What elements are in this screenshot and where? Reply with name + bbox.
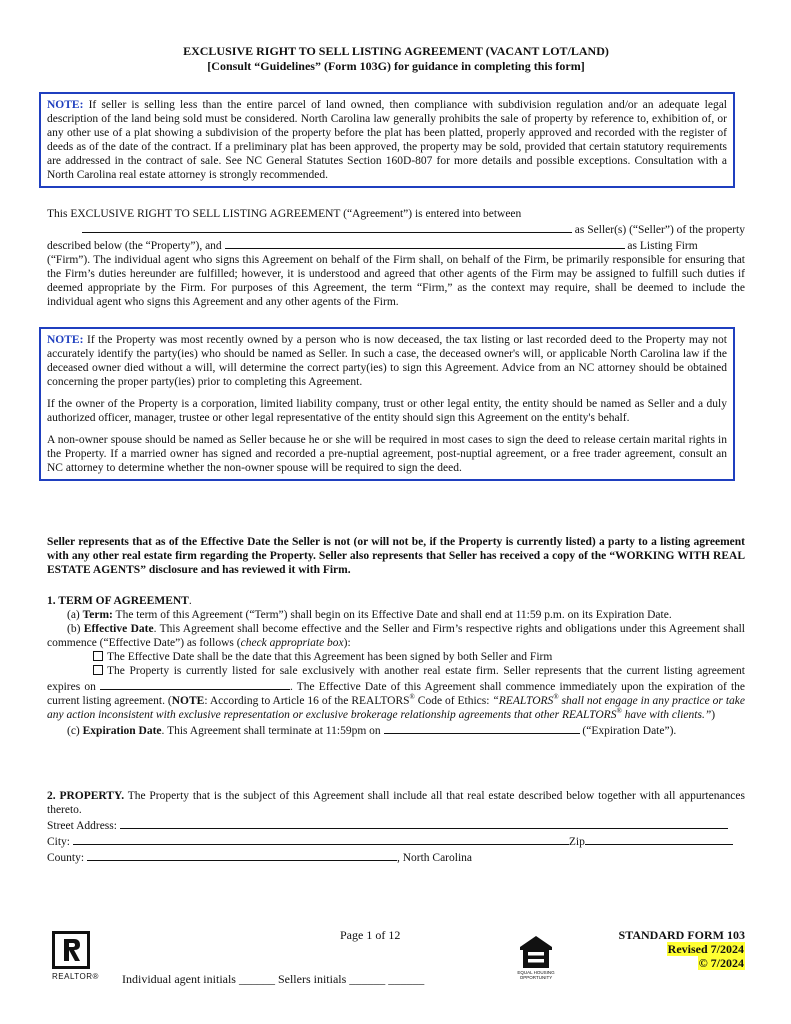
initials-line: Individual agent initials ______ Sellers initials ______ ______	[122, 972, 425, 986]
note2-p1: If the Property was most recently owned by a person who is now deceased, the tax listing or last recorded deed to the Property may not accurately identify the party(ies) who should be named as Seller. In such a case, the deceased owner's will, or applicable North Carolina law if the deceased owner died without a will, will determine the correct party(ies) to sign this Agreement. Advice from an NC attorney should be obtained concerning the proper party(ies) prior to completing this Agreement.	[47, 334, 727, 388]
note-label: NOTE:	[47, 99, 84, 111]
described-text: described below (the “Property”), and	[47, 240, 225, 252]
form-number: STANDARD FORM 103	[618, 928, 745, 942]
term-c: (c) Expiration Date. This Agreement shall terminate at 11:59pm on (“Expiration Date”).	[47, 722, 745, 738]
intro-line1: This EXCLUSIVE RIGHT TO SELL LISTING AGREEMENT (“Agreement”) is entered into between	[47, 208, 522, 220]
document-subtitle: [Consult “Guidelines” (Form 103G) for guidance in completing this form]	[207, 59, 585, 73]
form-copyright: © 7/2024	[698, 956, 744, 970]
term-heading: 1. TERM OF AGREEMENT	[47, 595, 189, 607]
seller-label: as Seller(s) (“Seller”) of the property	[571, 224, 745, 236]
realtor-logo-icon	[52, 931, 90, 969]
note-deceased-owner	[39, 327, 735, 481]
city-field[interactable]	[73, 833, 569, 845]
expiration-date-field[interactable]	[384, 722, 580, 734]
note-subdivision	[39, 92, 735, 188]
note2-p3: A non-owner spouse should be named as Seller because he or she will be required in most cases to sign the deed to release certain marital rights in the Property. If a married owner has signed and recorded a pre-nuptial agreement, post-nuptial agreement, or a free trader agreement, consult an NC attorney to determine whether the non-owner spouse will be required to sign the deed.	[47, 434, 727, 474]
checkbox-signed-date[interactable]	[93, 651, 103, 661]
equal-housing-text: EQUAL HOUSING OPPORTUNITY	[517, 970, 555, 980]
street-address-field[interactable]	[120, 817, 728, 829]
equal-housing-icon	[517, 933, 555, 971]
intro-section	[47, 207, 745, 309]
section-term: 1. TERM OF AGREEMENT. (a) Term: The term of this Agreement (“Term”) shall begin on its Effective Date and shall end at 11:59 p.m. on its Expiration Date. (b) Effective Date. This Agreement shall become effective and the Seller and Firm’s respective rights and obligations under this Agreement shall commence (“Effective Date”) as follows (check appropriate box): The Effective Date shall be the date that this Agreement has been signed by both Seller and Firm The Property is currently listed for sale exclusively with another real estate firm. Seller represents that the current listing agreement expires on . The Effective Date of this Agreement shall commence immediately upon the expiration of the current listing agreement. (NOTE: According to Article 16 of the REALTORS® Code of Ethics: “REALTORS® shall not engage in any practice or take any action inconsistent with exclusive representation or exclusive brokerage relationship agreements that other REALTORS® have with clients.”) (c) Expiration Date. This Agreement shall terminate at 11:59pm on (“Expiration Date”).	[47, 595, 745, 737]
form-info	[619, 928, 745, 970]
note2-p2: If the owner of the Property is a corporation, limited liability company, trust or other legal entity, the entity should be named as Seller and a duly authorized officer, manager, trustee or other legal representative of the entity should sign this Agreement on the entity's behalf.	[47, 398, 727, 424]
firm-label: as Listing Firm	[624, 240, 698, 252]
form-revised: Revised 7/2024	[667, 942, 744, 956]
option-currently-listed: The Property is currently listed for sale exclusively with another real estate firm. Seller represents that the current listing agreement expires on . The Effective Date of this Agreement shall commence immediately upon the expiration of the current listing agreement. (NOTE: According to Article 16 of the REALTORS® Code of Ethics: “REALTORS® shall not engage in any practice or take any action inconsistent with exclusive representation or exclusive brokerage relationship agreements that other REALTORS® have with clients.”)	[47, 665, 745, 721]
term-a: (a) Term: The term of this Agreement (“Term”) shall begin on its Effective Date and shall end at 11:59 p.m. on its Expiration Date.	[67, 609, 672, 621]
realtor-wordmark: REALTOR®	[52, 972, 99, 981]
zip-field[interactable]	[585, 833, 733, 845]
seller-name-field[interactable]	[82, 221, 572, 233]
county-field[interactable]	[87, 849, 397, 861]
checkbox-currently-listed[interactable]	[93, 665, 103, 675]
current-listing-expiry-field[interactable]	[100, 678, 290, 690]
note-text: If seller is selling less than the entire parcel of land owned, then compliance with subdivision regulation and/or an adequate legal description of the land being sold must be considered. North Carolina law generally prohibits the sale of property by reference to, exhibition of, or any other use of a plat showing a subdivision of the property before the plat has been platted, properly approved and recorded with the register of deeds as of the date of the contract. If a preliminary plat has been approved, the property may be sold, provided that certain statutory requirements are addressed in the contract of sale. See NC General Statutes Section 160D-807 for more details and possible exceptions. Consultation with a North Carolina real estate attorney is strongly recommended.	[47, 99, 727, 181]
seller-representation: Seller represents that as of the Effective Date the Seller is not (or will not be, if the Property is currently listed) a party to a listing agreement with any other real estate firm regarding the Property. Seller also represents that Seller has received a copy of the “WORKING WITH REAL ESTATE AGENTS” disclosure and has reviewed it with Firm.	[47, 536, 745, 576]
firm-name-field[interactable]	[225, 237, 625, 249]
document-header	[47, 44, 745, 74]
intro-body: (“Firm”). The individual agent who signs this Agreement on behalf of the Firm shall, on behalf of the Firm, be primarily responsible for ensuring that the Firm’s duties hereunder are fulfilled; however, it is understood and agreed that other agents of the Firm may be assigned to fulfill such duties if deemed appropriate by the Firm. For purposes of this Agreement, the term “Firm,” as the context may require, shall be deemed to include the individual agent who signs this Agreement and any other agents of the Firm.	[47, 254, 745, 308]
property-heading: 2. PROPERTY.	[47, 790, 125, 802]
page-number: Page 1 of 12	[340, 928, 401, 942]
term-b: (b) Effective Date. This Agreement shall become effective and the Seller and Firm’s respective rights and obligations under this Agreement shall commence (“Effective Date”) as follows (check appropriate box):	[47, 623, 745, 649]
note2-label: NOTE:	[47, 334, 84, 346]
document-title: EXCLUSIVE RIGHT TO SELL LISTING AGREEMENT (VACANT LOT/LAND)	[183, 44, 609, 58]
section-property: 2. PROPERTY. The Property that is the subject of this Agreement shall include all that real estate described below together with all appurtenances thereto. Street Address: City: Zip County: , North Carolina	[47, 790, 745, 864]
option-signed-date: The Effective Date shall be the date that this Agreement has been signed by both Seller and Firm	[47, 650, 745, 664]
